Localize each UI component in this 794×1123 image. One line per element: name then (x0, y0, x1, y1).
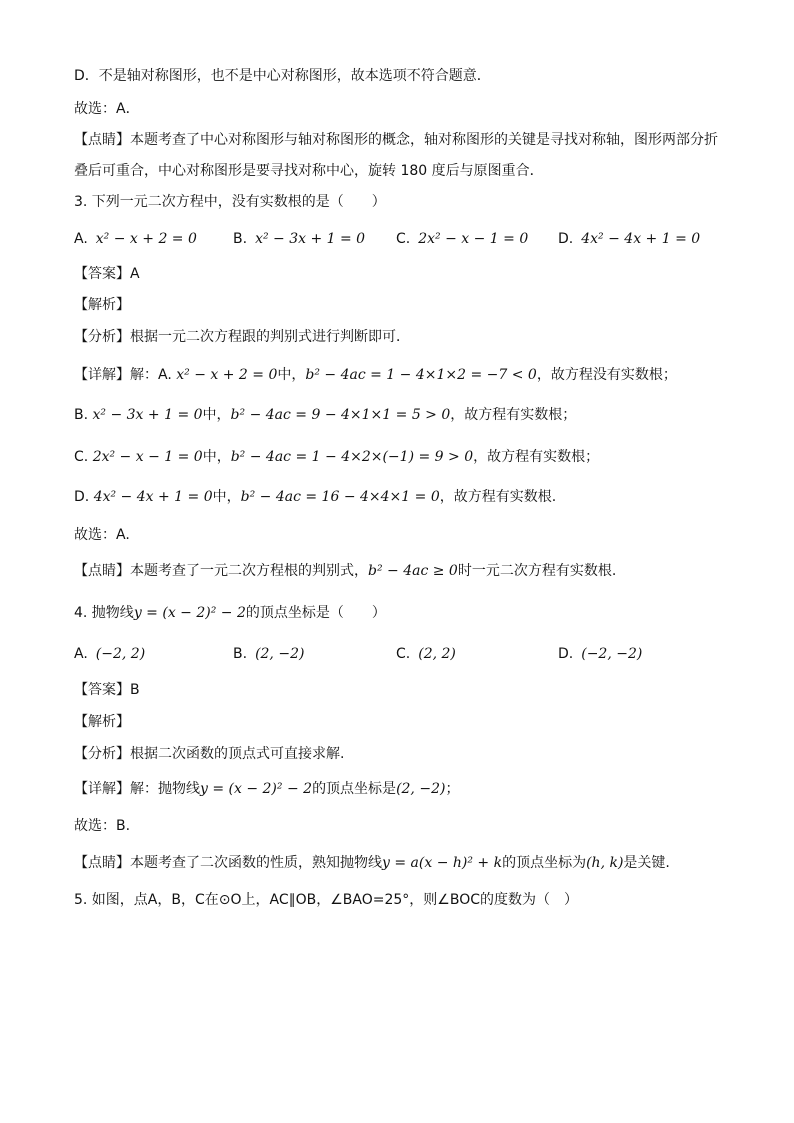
discriminant: b² − 4ac = 9 − 4×1×1 = 5 > 0 (230, 407, 451, 423)
q3-choice: 故选：A. (74, 527, 130, 543)
q3-detail-a (74, 365, 677, 385)
q3-option-c (396, 229, 528, 249)
q4-analysis-heading: 【解析】 (74, 714, 130, 730)
text: D. (74, 489, 94, 505)
option-math: (2, −2) (255, 646, 305, 662)
q3-option-d (558, 229, 700, 249)
q2-comment-line2: 叠后可重合，中心对称图形是要寻找对称中心，旋转 180 度后与原图重合． (74, 163, 544, 179)
q3-detail-b (74, 405, 576, 425)
q4-detail (74, 779, 459, 799)
text: 是关键. (623, 855, 670, 871)
option-label: A. (74, 646, 88, 662)
equation: x² − 3x + 1 = 0 (92, 407, 203, 423)
text: 4. 抛物线 (74, 605, 134, 621)
option-math: (2, 2) (418, 646, 456, 662)
q2-comment-line1: 【点睛】本题考查了中心对称图形与轴对称图形的概念，轴对称图形的关键是寻找对称轴，图形两部分折 (74, 132, 718, 148)
discriminant: b² − 4ac = 16 − 4×4×1 = 0 (240, 489, 440, 505)
q3-stem: 3. 下列一元二次方程中，没有实数根的是（ ） (74, 194, 386, 210)
q4-option-b (233, 644, 304, 664)
q4-option-a (74, 644, 145, 664)
parabola-equation: y = (x − 2)² − 2 (200, 781, 313, 797)
vertex-form: y = a(x − h)² + k (382, 855, 503, 871)
vertex: (2, −2) (396, 781, 446, 797)
option-label: B. (233, 646, 248, 662)
q4-fenxi: 【分析】根据二次函数的顶点式可直接求解. (74, 746, 345, 762)
q4-choice: 故选：B. (74, 818, 131, 834)
option-label: C. (396, 646, 411, 662)
text: 中， (212, 489, 241, 505)
option-label: A. (74, 231, 88, 247)
discriminant: b² − 4ac = 1 − 4×1×2 = −7 < 0 (305, 367, 537, 383)
q4-option-c (396, 644, 456, 664)
text: ，故方程有实数根. (439, 489, 557, 505)
text: ，故方程有实数根； (473, 449, 600, 465)
q4-stem (74, 603, 386, 623)
option-label: D. (558, 646, 574, 662)
q5-stem: 5. 如图，点A，B，C在⊙O上，AC∥OB，∠BAO=25°，则∠BOC的度数为（ ） (74, 892, 578, 908)
vertex: (h, k) (586, 855, 624, 871)
q3-comment (74, 561, 616, 581)
text: 【详解】解：抛物线 (74, 781, 200, 797)
text: ，故方程没有实数根； (536, 367, 677, 383)
q4-answer: 【答案】B (74, 682, 140, 698)
option-label: B. (233, 231, 248, 247)
q3-answer: 【答案】A (74, 266, 140, 282)
text: ； (445, 781, 460, 797)
equation: 4x² − 4x + 1 = 0 (93, 489, 213, 505)
q3-analysis-heading: 【解析】 (74, 297, 130, 313)
text: 【详解】解：A. (74, 367, 177, 383)
option-math: (−2, −2) (581, 646, 643, 662)
text: 中， (202, 407, 231, 423)
q4-option-d (558, 644, 642, 664)
q3-option-a (74, 229, 197, 249)
text: 的顶点坐标是 (312, 781, 397, 797)
text: 的顶点坐标是（ ） (245, 605, 386, 621)
text: 时一元二次方程有实数根. (457, 563, 617, 579)
option-math: 2x² − x − 1 = 0 (418, 231, 529, 247)
option-d-conclusion: D．不是轴对称图形，也不是中心对称图形，故本选项不符合题意． (74, 68, 491, 84)
text: 中， (202, 449, 231, 465)
text: B. (74, 407, 93, 423)
q3-detail-c (74, 447, 599, 467)
q2-choice: 故选：A． (74, 101, 140, 117)
text: 【点睛】本题考查了一元二次方程根的判别式， (74, 563, 368, 579)
option-math: (−2, 2) (95, 646, 146, 662)
equation: x² − x + 2 = 0 (176, 367, 278, 383)
text: C. (74, 449, 93, 465)
equation: 2x² − x − 1 = 0 (92, 449, 203, 465)
text: 的顶点坐标为 (502, 855, 587, 871)
q4-comment (74, 853, 670, 873)
discriminant-condition: b² − 4ac ≥ 0 (368, 563, 458, 579)
option-label: C. (396, 231, 411, 247)
parabola-equation: y = (x − 2)² − 2 (133, 605, 246, 621)
text: ，故方程有实数根； (450, 407, 577, 423)
q3-detail-d (74, 487, 556, 507)
text: 中， (277, 367, 306, 383)
text: 【点睛】本题考查了二次函数的性质，熟知抛物线 (74, 855, 382, 871)
discriminant: b² − 4ac = 1 − 4×2×(−1) = 9 > 0 (230, 449, 474, 465)
option-math: 4x² − 4x + 1 = 0 (581, 231, 701, 247)
q3-fenxi: 【分析】根据一元二次方程跟的判别式进行判断即可． (74, 329, 410, 345)
option-math: x² − x + 2 = 0 (95, 231, 197, 247)
q3-option-b (233, 229, 365, 249)
option-math: x² − 3x + 1 = 0 (255, 231, 366, 247)
option-label: D. (558, 231, 574, 247)
